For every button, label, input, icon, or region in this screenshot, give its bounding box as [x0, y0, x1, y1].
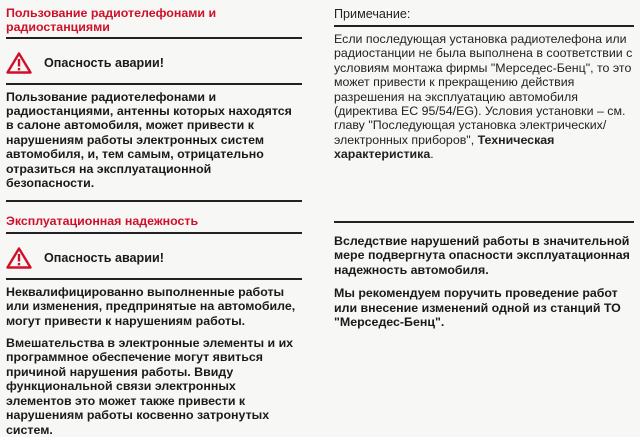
warning-triangle-icon — [6, 52, 32, 74]
warning-triangle-icon — [6, 247, 32, 269]
reliability-note: Вследствие нарушений работы в значительной мере подвергнута опасности эксплуатационная надежность автомобиля. — [334, 234, 630, 277]
warning-header — [6, 243, 302, 273]
warning-label: Опасность аварии! — [44, 251, 164, 266]
note-text-reference: Техническая характеристика — [334, 132, 555, 162]
warning-text-radiotelephones: Пользование радиотелефонами и радиостанциями, антенны которых находятся в салоне автомобиля, может привести к нарушениям работы электронных систем автомобиля, и, тем самым, отрицательно отразиться на эксплуатационной безопасности. — [6, 89, 292, 190]
warning-text-unqualified-work: Неквалифицированно выполненные работы или изменения, предпринятые на автомобиле, могут привести к нарушениям работы. — [6, 284, 296, 328]
divider — [6, 232, 302, 234]
divider — [6, 37, 302, 39]
note-title: Примечание: — [334, 7, 411, 21]
recommendation-note: Мы рекомендуем поручить проведение работ или внесение изменений одной из станций ТО "Мерседес-Бенц". — [334, 286, 621, 330]
section-heading-reliability: Эксплуатационная надежность — [6, 214, 199, 229]
warning-header — [6, 48, 302, 78]
warning-label: Опасность аварии! — [44, 56, 164, 70]
note-text-main: Если последующая установка радиотелефона или радиостанции не была выполнена в соответствии с условиям монтажа фирмы "Мерседес-Бенц", то это может привести к прекращению действия разрешения на эксплуатацию автомобиля (директива ЕС 95/54/EG). Условия установки – см. главу "Последующая установка электрических/ электронных приборов", — [334, 31, 633, 147]
section-heading-radiotelephones: Пользование радиотелефонами и радиостанциями — [6, 6, 217, 34]
note-text-period: . — [430, 147, 434, 162]
left-column — [6, 0, 302, 437]
right-column — [334, 0, 634, 330]
note-text — [334, 32, 634, 162]
warning-text-electronics: Вмешательства в электронные элементы и их программное обеспечение могут явиться причиной нарушения работы. Ввиду функциональной связи электронных элементов это может также привести к нарушениям работы косвенно затронутых систем. — [6, 336, 294, 437]
